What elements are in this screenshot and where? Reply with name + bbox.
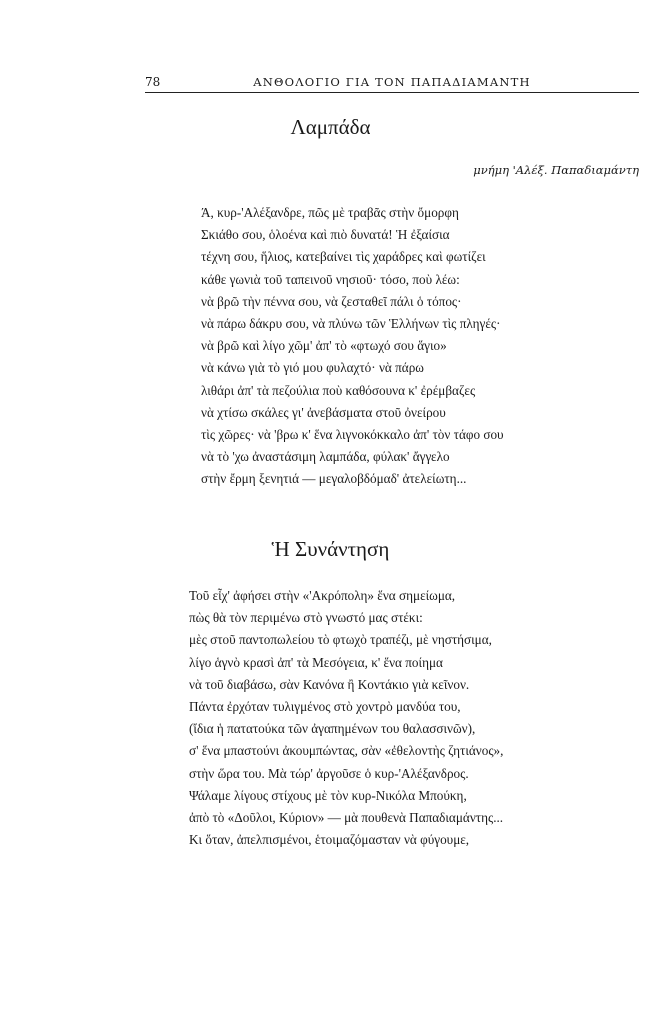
poem-line: τὶς χῶρες· νὰ 'βρω κ' ἕνα λιγνοκόκκαλο ἀπ' τὸν τάφο σου xyxy=(201,427,504,443)
poem-line: νὰ βρῶ καὶ λίγο χῶμ' ἀπ' τὸ «φτωχό σου ἅγιο» xyxy=(201,338,447,354)
poem-line: μὲς στοῦ παντοπωλείου τὸ φτωχὸ τραπέζι, μὲ νηστήσιμα, xyxy=(189,632,492,648)
poem-line: νὰ κάνω γιὰ τὸ γιό μου φυλαχτό· νὰ πάρω xyxy=(201,360,424,376)
page-number: 78 xyxy=(145,75,161,89)
poem-line: Τοῦ εἶχ' ἀφήσει στὴν «'Ακρόπολη» ἕνα σημείωμα, xyxy=(189,588,456,603)
poem-line: νὰ πάρω δάκρυ σου, νὰ πλύνω τῶν Ἑλλήνων τὶς πληγές· xyxy=(201,316,501,332)
poem-line: στὴν ἔρμη ξενητιά — μεγαλοβδόμαδ' ἀτελείωτη... xyxy=(201,471,467,487)
poem-line: σ' ἕνα μπαστούνι ἀκουμπώντας, σὰν «ἐθελοντὴς ζητιάνος», xyxy=(189,743,504,759)
poem-line: λιθάρι ἀπ' τὰ πεζούλια ποὺ καθόσουνα κ' ἐρέμβαζες xyxy=(201,382,476,398)
poem-synantisi-text xyxy=(189,585,503,851)
book-title: ΑΝΘΟΛΟΓΙΟ ΓΙΑ ΤΟΝ ΠΑΠΑΔΙΑΜΑΝΤΗ xyxy=(253,75,531,89)
poem-line: νὰ χτίσω σκάλες γι' ἀνεβάσματα στοῦ ὀνείρου xyxy=(201,404,446,420)
poem-line: Κι ὅταν, ἀπελπισμένοι, ἑτοιμαζόμασταν νὰ φύγουμε, xyxy=(189,832,470,848)
poem-line: νὰ βρῶ τὴν πέννα σου, νὰ ζεσταθεῖ πάλι ὁ τόπος· xyxy=(201,293,462,309)
poem-dedication: μνήμη 'Αλέξ. Παπαδιαμάντη xyxy=(473,163,639,177)
poem-line: Ά, κυρ-'Αλέξανδρε, πῶς μὲ τραβᾶς στὴν ὄμορφη xyxy=(201,205,459,220)
poem-title-lampada: Λαμπάδα xyxy=(290,115,371,139)
poem-line: τέχνη σου, ἥλιος, κατεβαίνει τὶς χαράδρες καὶ φωτίζει xyxy=(201,249,486,265)
poem-line: στὴν ὥρα του. Μὰ τώρ' ἀργοῦσε ὁ κυρ-'Αλέξανδρος. xyxy=(189,765,469,781)
poem-line: Πάντα ἐρχόταν τυλιγμένος στὸ χοντρὸ μανδύα του, xyxy=(189,699,461,715)
poem-line: νὰ τοῦ διαβάσω, σὰν Κανόνα ἢ Κοντάκιο γιὰ κεῖνον. xyxy=(189,676,470,692)
poem-line: κάθε γωνιὰ τοῦ ταπεινοῦ νησιοῦ· τόσο, ποὺ λέω: xyxy=(201,271,460,287)
poem-line: ἀπὸ τὸ «Δοῦλοι, Κύριον» — μὰ πουθενὰ Παπαδιαμάντης... xyxy=(189,810,504,826)
poem-line: (ἴδια ἡ πατατούκα τῶν ἀγαπημένων του θαλασσινῶν), xyxy=(189,721,476,737)
poem-line: πὼς θὰ τὸν περιμένω στὸ γνωστό μας στέκι: xyxy=(189,610,423,626)
poem-line: Ψάλαμε λίγους στίχους μὲ τὸν κυρ-Νικόλα Μπούκη, xyxy=(189,787,467,803)
poem-line: Σκιάθο σου, ὁλοένα καὶ πιὸ δυνατά! Ἡ ἐξαίσια xyxy=(201,227,450,243)
poem-title-synantisi: Ἡ Συνάντηση xyxy=(271,537,390,561)
poem-line: νὰ τὸ 'χω ἀναστάσιμη λαμπάδα, φύλακ' ἄγγελο xyxy=(201,449,450,465)
running-head xyxy=(145,72,639,93)
poem-line: λίγο ἁγνὸ κρασὶ ἀπ' τὰ Μεσόγεια, κ' ἕνα ποίημα xyxy=(189,654,443,670)
poem-lampada-text xyxy=(201,202,504,491)
